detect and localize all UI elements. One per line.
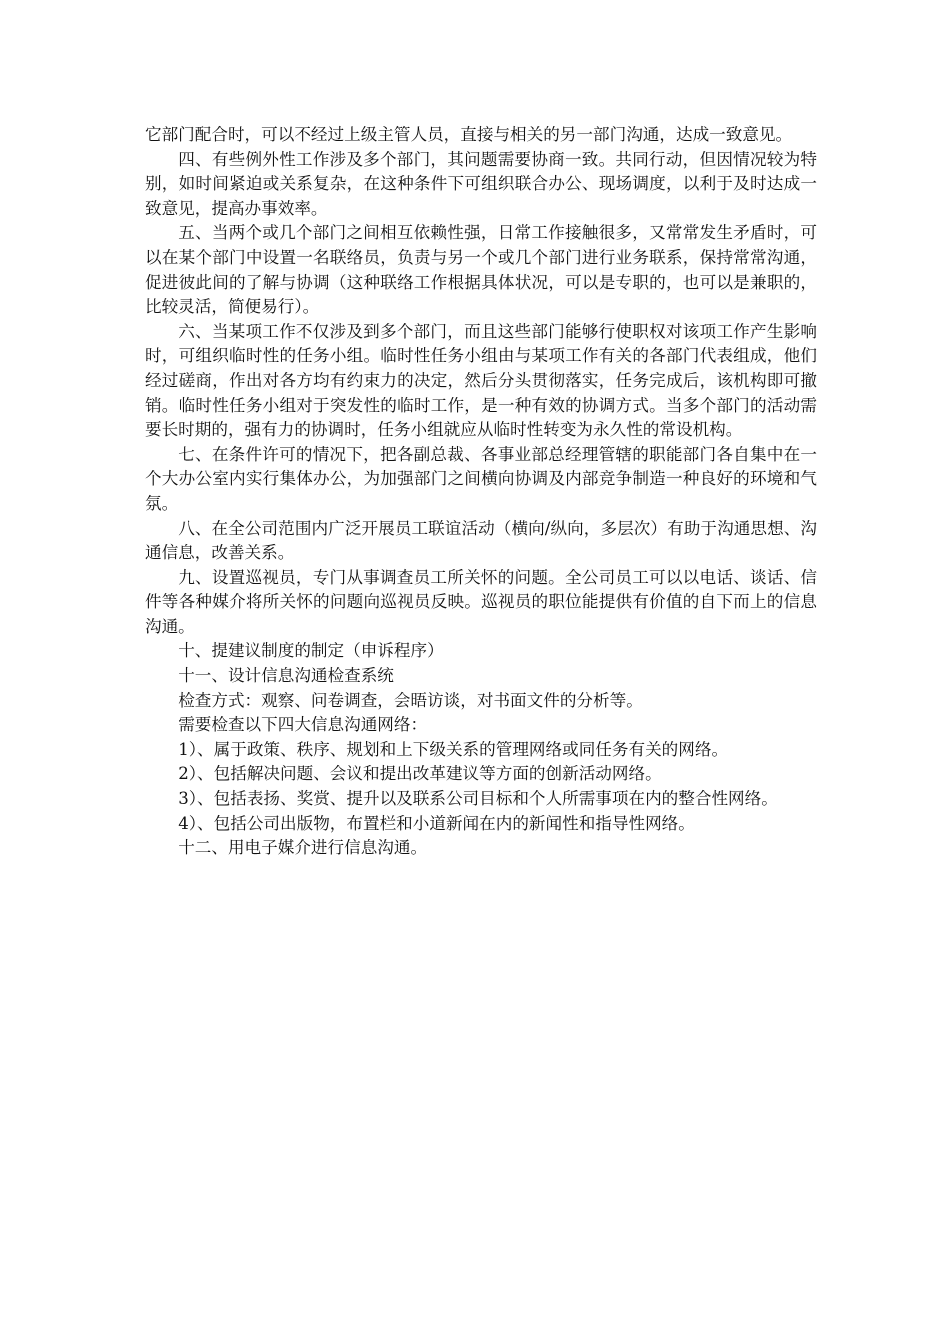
paragraph-11: 十一、设计信息沟通检查系统 — [178, 666, 394, 686]
document-body — [145, 123, 817, 861]
network-item-3: 3）、包括表扬、奖赏、提升以及联系公司目标和个人所需事项在内的整合性网络。 — [178, 789, 778, 809]
paragraph-12: 十二、用电子媒介进行信息沟通。 — [178, 838, 428, 858]
paragraph-4: 四、有些例外性工作涉及多个部门，其问题需要协商一致。共同行动，但因情况较为特别，如时间紧迫或关系复杂，在这种条件下可组织联合办公、现场调度，以利于及时达成一致意见，提高办事效率。 — [145, 149, 817, 218]
network-item-1: 1）、属于政策、秩序、规划和上下级关系的管理网络或同任务有关的网络。 — [178, 739, 729, 759]
networks-intro: 需要检查以下四大信息沟通网络： — [178, 715, 428, 735]
paragraph-6: 六、当某项工作不仅涉及到多个部门，而且这些部门能够行使职权对该项工作产生影响时，可组织临时性的任务小组。临时性任务小组由与某项工作有关的各部门代表组成，他们经过磋商，作出对各方均有约束力的决定，然后分头贯彻落实，任务完成后，该机构即可撤销。临时性任务小组对于突发性的临时工作，是一种有效的协调方式。当多个部门的活动需要长时期的，强有力的协调时，任务小组就应从临时性转变为永久性的常设机构。 — [145, 321, 817, 440]
paragraph-10: 十、提建议制度的制定（申诉程序） — [178, 641, 444, 661]
paragraph-9: 九、设置巡视员，专门从事调查员工所关怀的问题。全公司员工可以以电话、谈话、信件等各种媒介将所关怀的问题向巡视员反映。巡视员的职位能提供有价值的自下而上的信息沟通。 — [145, 567, 817, 636]
paragraph-7: 七、在条件许可的情况下，把各副总裁、各事业部总经理管辖的职能部门各自集中在一个大办公室内实行集体办公，为加强部门之间横向协调及内部竞争制造一种良好的环境和气氛。 — [145, 444, 817, 513]
network-item-4: 4）、包括公司出版物，布置栏和小道新闻在内的新闻性和指导性网络。 — [178, 813, 695, 833]
paragraph-1: 它部门配合时，可以不经过上级主管人员，直接与相关的另一部门沟通，达成一致意见。 — [145, 125, 793, 144]
paragraph-8: 八、在全公司范围内广泛开展员工联谊活动（横向/纵向，多层次）有助于沟通思想、沟通信息，改善关系。 — [145, 518, 817, 563]
check-methods: 检查方式：观察、问卷调查，会晤访谈，对书面文件的分析等。 — [178, 690, 643, 710]
network-item-2: 2）、包括解决问题、会议和提出改革建议等方面的创新活动网络。 — [178, 764, 662, 784]
paragraph-5: 五、当两个或几个部门之间相互依赖性强，日常工作接触很多，又常常发生矛盾时，可以在某个部门中设置一名联络员，负责与另一个或几个部门进行业务联系，保持常常沟通，促进彼此间的了解与协调（这种联络工作根据具体状况，可以是专职的，也可以是兼职的，比较灵活，简便易行）。 — [145, 223, 817, 317]
